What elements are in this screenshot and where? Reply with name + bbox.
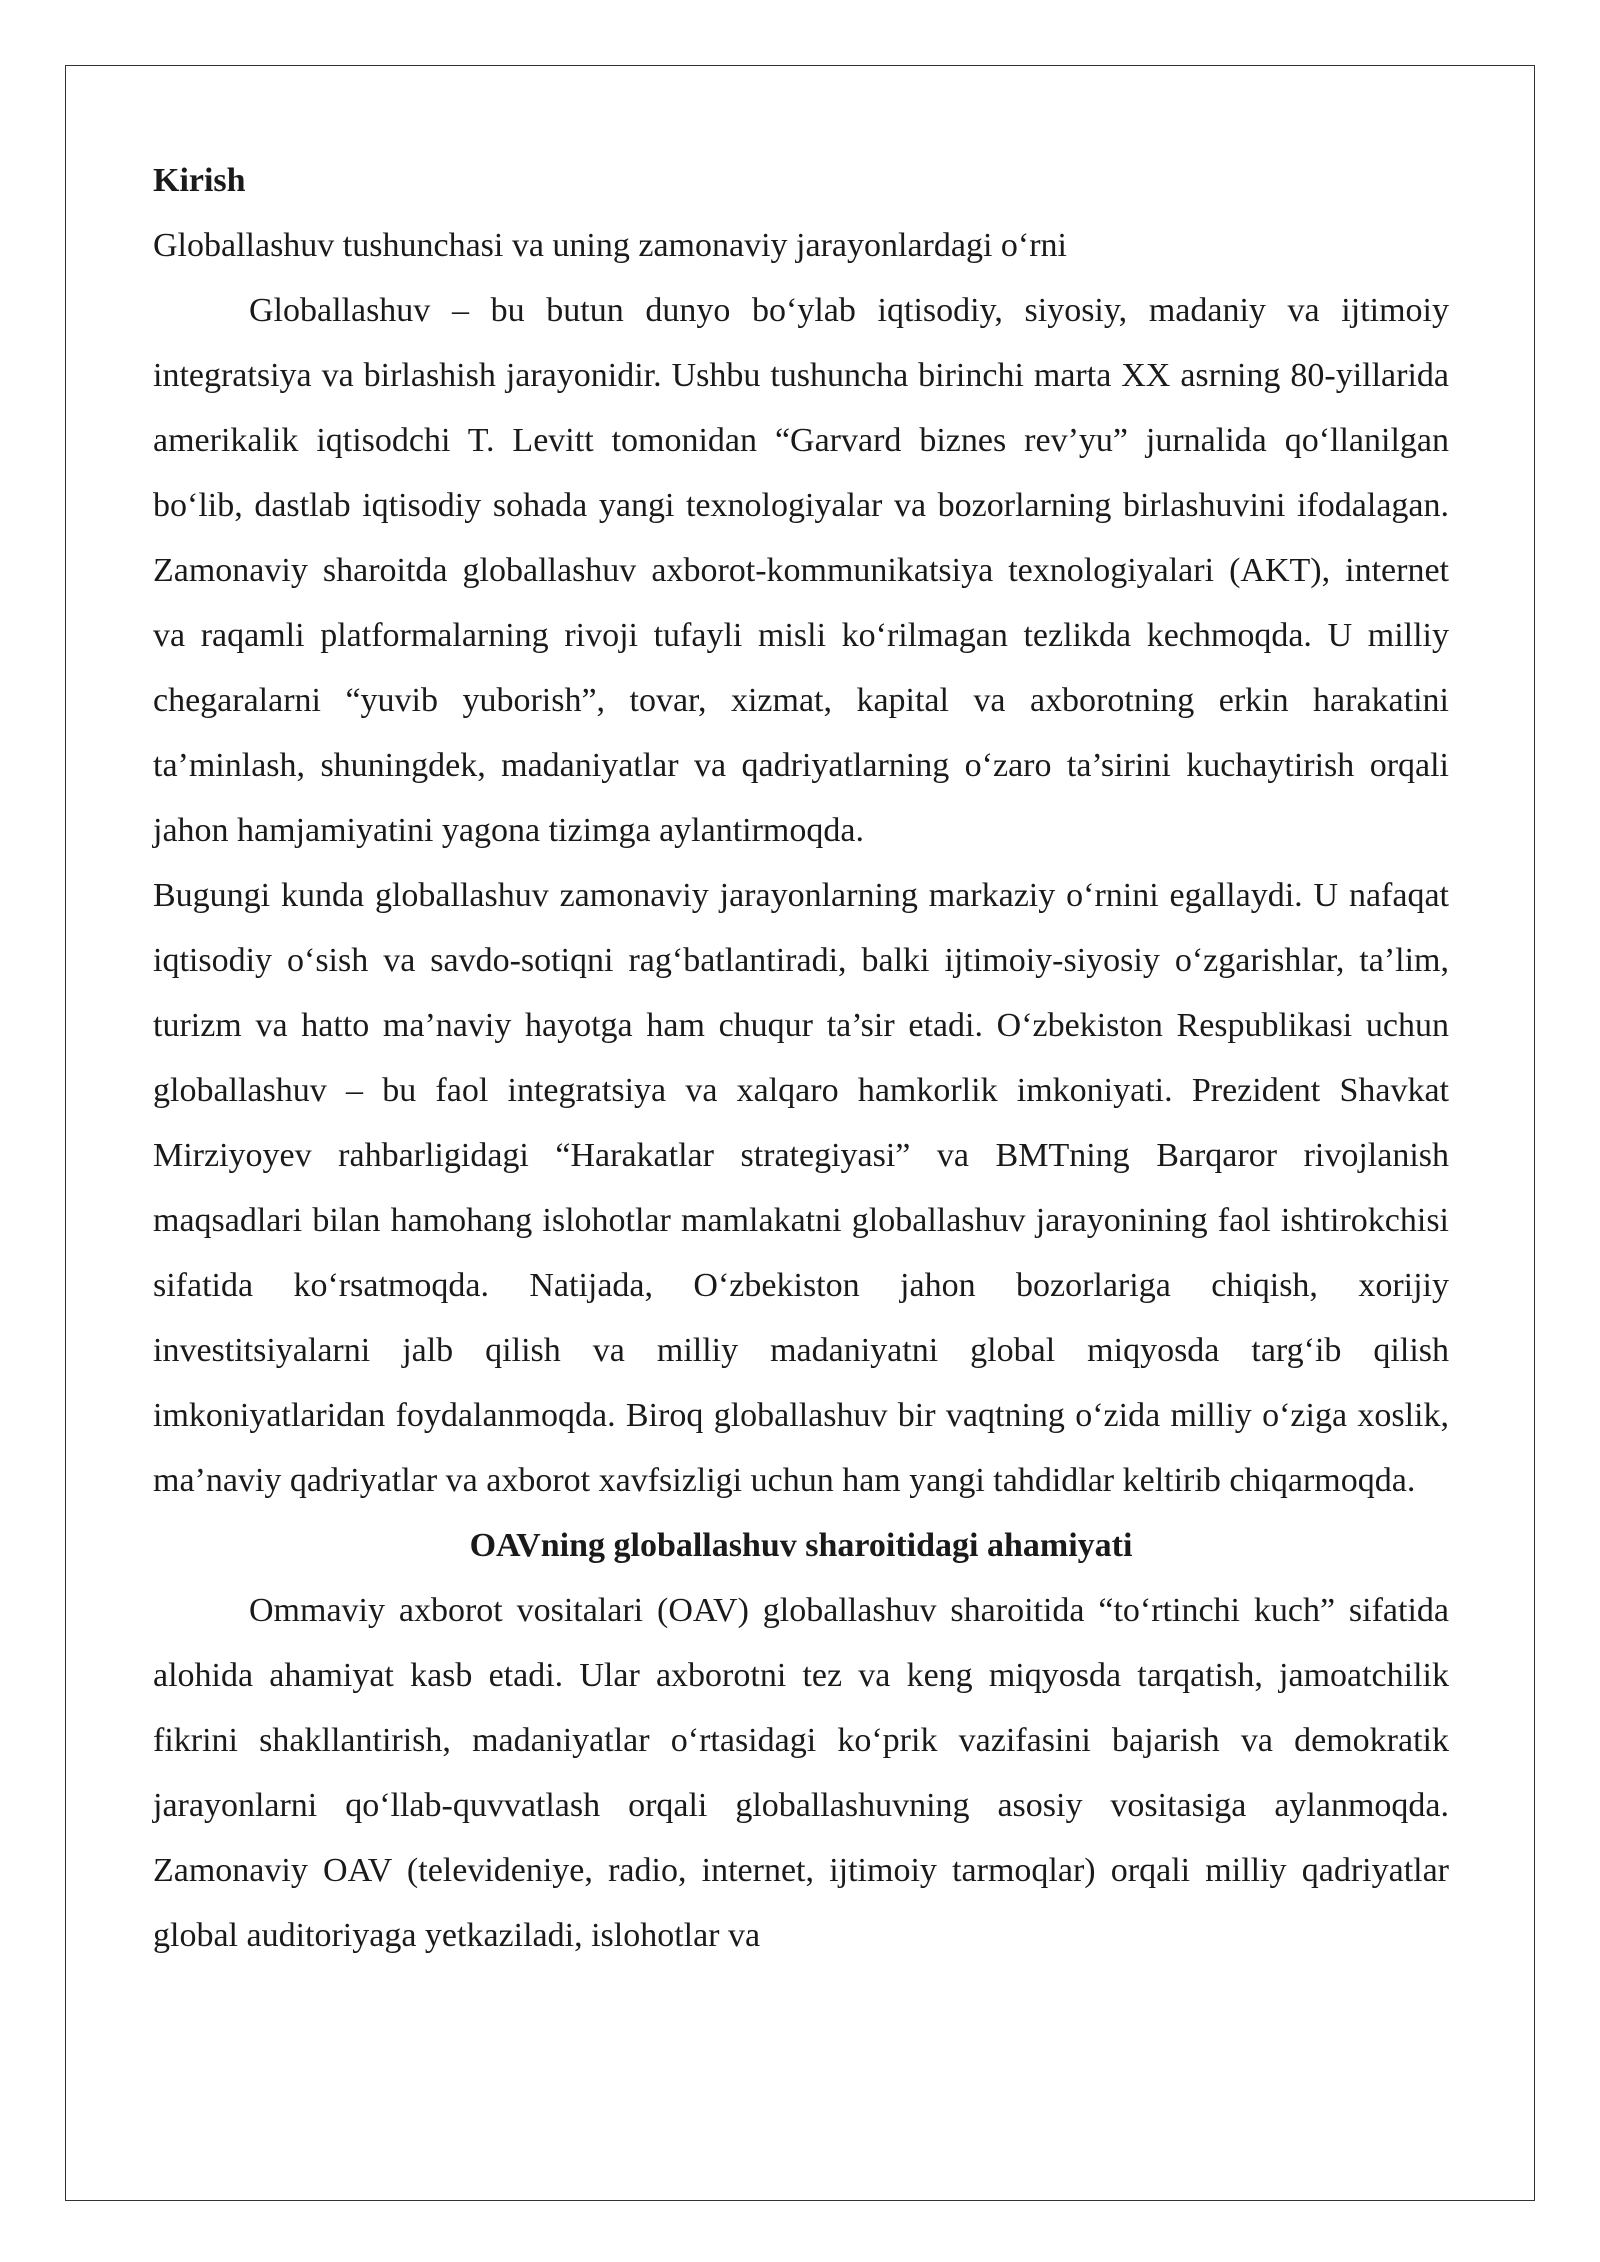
document-body [153,148,1449,1968]
paragraph-3: Ommaviy axborot vositalari (OAV) globallashuv sharoitida “to‘rtinchi kuch” sifatida alohida ahamiyat kasb etadi. Ular axborotni tez va keng miqyosda tarqatish, jamoatchilik fikrini shakllantirish, madaniyatlar o‘rtasidagi ko‘prik vazifasini bajarish va demokratik jarayonlarni qo‘llab-quvvatlash orqali globallashuvning asosiy vositasiga aylanmoqda. Zamonaviy OAV (televideniye, radio, internet, ijtimoiy tarmoqlar) orqali milliy qadriyatlar global auditoriyaga yetkaziladi, islohotlar va [153,1592,1449,1954]
paragraph-2: Bugungi kunda globallashuv zamonaviy jarayonlarning markaziy o‘rnini egallaydi. U nafaqat iqtisodiy o‘sish va savdo-sotiqni rag‘batlantiradi, balki ijtimoiy-siyosiy o‘zgarishlar, ta’lim, turizm va hatto ma’naviy hayotga ham chuqur ta’sir etadi. O‘zbekiston Respublikasi uchun globallashuv – bu faol integratsiya va xalqaro hamkorlik imkoniyati. Prezident Shavkat Mirziyoyev rahbarligidagi “Harakatlar strategiyasi” va BMTning Barqaror rivojlanish maqsadlari bilan hamohang islohotlar mamlakatni globallashuv jarayonining faol ishtirokchisi sifatida ko‘rsatmoqda. Natijada, O‘zbekiston jahon bozorlariga chiqish, xorijiy investitsiyalarni jalb qilish va milliy madaniyatni global miqyosda targ‘ib qilish imkoniyatlaridan foydalanmoqda. Biroq globallashuv bir vaqtning o‘zida milliy o‘ziga xoslik, ma’naviy qadriyatlar va axborot xavfsizligi uchun ham yangi tahdidlar keltirib chiqarmoqda. [153,877,1449,1499]
section-heading: OAVning globallashuv sharoitidagi ahamiyati [469,1527,1133,1564]
document-subtitle: Globallashuv tushunchasi va uning zamonaviy jarayonlardagi o‘rni [153,227,1067,264]
document-heading: Kirish [153,162,246,199]
paragraph-1: Globallashuv – bu butun dunyo bo‘ylab iqtisodiy, siyosiy, madaniy va ijtimoiy integratsiya va birlashish jarayonidir. Ushbu tushuncha birinchi marta XX asrning 80-yillarida amerikalik iqtisodchi T. Levitt tomonidan “Garvard biznes rev’yu” jurnalida qo‘llanilgan bo‘lib, dastlab iqtisodiy sohada yangi texnologiyalar va bozorlarning birlashuvini ifodalagan. Zamonaviy sharoitda globallashuv axborot-kommunikatsiya texnologiyalari (AKT), internet va raqamli platformalarning rivoji tufayli misli ko‘rilmagan tezlikda kechmoqda. U milliy chegaralarni “yuvib yuborish”, tovar, xizmat, kapital va axborotning erkin harakatini ta’minlash, shuningdek, madaniyatlar va qadriyatlarning o‘zaro ta’sirini kuchaytirish orqali jahon hamjamiyatini yagona tizimga aylantirmoqda. [153,292,1449,849]
